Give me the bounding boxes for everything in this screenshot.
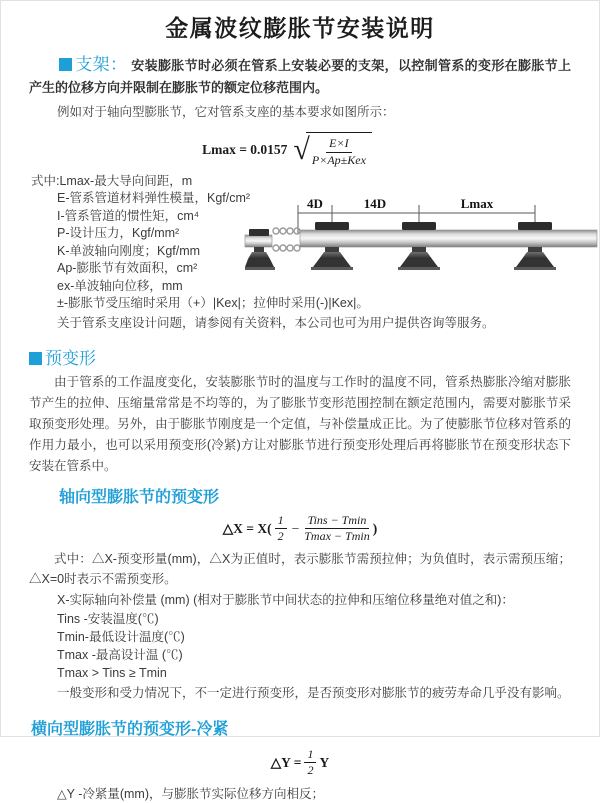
x-definition-line: X-实际轴向补偿量 (mm) (相对于膨胀节中间状态的拉伸和压缩位移量绝对值之和)： bbox=[57, 593, 514, 608]
minus-sign: − bbox=[291, 520, 300, 536]
lateral-preform-note: △Y -冷紧量(mm)，与膨胀节实际位移方向相反； bbox=[57, 787, 325, 802]
radical-body bbox=[306, 132, 372, 168]
definition-line: K-单波轴向刚度；Kgf/mm bbox=[57, 243, 201, 258]
page-title: 金属波纹膨胀节安装说明 bbox=[165, 15, 435, 41]
main-pipe bbox=[300, 230, 597, 247]
stub-pipe bbox=[245, 235, 272, 247]
formula-prefix: △Y = bbox=[270, 754, 302, 770]
formula-prefix: △X = X( bbox=[222, 520, 272, 536]
axial-formula-explanation: 式中：△X-预变形量(mm)，△X为正值时，表示膨胀节需预拉伸；为负值时，表示需预压缩；△X=0时表示不需预变形。 bbox=[29, 552, 571, 587]
formula-suffix: Y bbox=[319, 754, 330, 770]
definition-line: 式中:Lmax-最大导向间距，m bbox=[31, 173, 193, 188]
lateral-preform-subtitle: 横向型膨胀节的预变形-冷紧 bbox=[31, 720, 229, 738]
definition-line: P-设计压力，Kgf/mm² bbox=[57, 226, 180, 241]
lateral-preform-formula bbox=[271, 748, 329, 779]
half-fraction bbox=[304, 748, 316, 779]
fraction-numerator: Tins − Tmin bbox=[305, 514, 370, 530]
formula-suffix: ) bbox=[372, 520, 378, 536]
definition-line: Ap-膨胀节有效面积，cm² bbox=[57, 261, 198, 276]
fraction-denominator: P×Ap±Kex bbox=[311, 152, 366, 167]
lmax-fraction bbox=[312, 137, 366, 168]
fraction-numerator: 1 bbox=[304, 748, 316, 764]
pipe-support-diagram bbox=[245, 193, 597, 285]
support-intro-text: 安装膨胀节时必须在管系上安装必要的支架，以控制管系的变形在膨胀节上产生的位移方向并限制在膨胀节的额定位移范围内。 bbox=[29, 58, 571, 95]
lmax-formula bbox=[202, 132, 372, 168]
section-bullet-icon bbox=[29, 352, 42, 365]
support-section-intro bbox=[29, 54, 571, 99]
dim-label-lmax: Lmax bbox=[460, 196, 494, 211]
fraction-denominator: 2 bbox=[307, 763, 314, 778]
support-example-line: 例如对于轴向型膨胀节，它对管系支座的基本要求如图所示： bbox=[57, 105, 395, 119]
definition-line: ±-膨胀节受压缩时采用（+）|Kex|；拉伸时采用(-)|Kex|。 bbox=[57, 296, 369, 311]
preform-section-title: 预变形 bbox=[45, 348, 96, 368]
definition-line: E-管系管道材料弹性模量，Kgf/cm² bbox=[57, 191, 251, 206]
fraction-numerator: 1 bbox=[275, 514, 287, 530]
temperature-fraction bbox=[304, 514, 369, 545]
preform-section-header bbox=[29, 344, 571, 369]
temp-definition-line: Tins -安装温度(℃) bbox=[57, 612, 159, 627]
definition-line: I-管系管道的惯性矩，cm⁴ bbox=[57, 208, 200, 223]
half-fraction bbox=[275, 514, 287, 545]
preform-paragraph: 由于管系的工作温度变化，安装膨胀节时的温度与工作时的温度不同，管系热膨胀冷缩对膨胀节产生的拉伸、压缩量常常是不均等的，为了膨胀节变形范围控制在额定范围内，需要对膨胀节采取预变形处理。另外，由于膨胀节刚度是一个定值，与补偿量成正比。为了使膨胀节位移对管系的作用力最小，也可以采用预变形(冷紧)方让对膨胀节进行预变形处理后再将膨胀节在预变形状态下安装在管系中。 bbox=[29, 374, 571, 473]
radical-sign: √ bbox=[293, 132, 310, 166]
temp-relation-line: Tmax > Tins ≥ Tmin bbox=[57, 666, 167, 681]
dim-label-14d: 14D bbox=[363, 196, 387, 211]
axial-preform-subtitle: 轴向型膨胀节的预变形 bbox=[59, 488, 220, 506]
temp-definition-line: Tmin-最低设计温度(℃) bbox=[57, 630, 185, 645]
bellows-icon bbox=[273, 228, 300, 251]
section-bullet-icon bbox=[59, 58, 72, 71]
fraction-denominator: Tmax − Tmin bbox=[304, 529, 370, 544]
fraction-denominator: 2 bbox=[277, 529, 284, 544]
support-section-title: 支架： bbox=[75, 55, 128, 74]
support-consulting-note: 关于管系支座设计问题，请参阅有关资料，本公司也可为用户提供咨询等服务。 bbox=[57, 315, 495, 330]
definition-line: ex-单波轴向位移，mm bbox=[57, 278, 183, 293]
formula-lhs: Lmax = 0.0157 bbox=[202, 141, 288, 157]
fraction-numerator: E×I bbox=[326, 137, 351, 153]
temp-definition-line: Tmax -最高设计温 (℃) bbox=[57, 648, 183, 663]
axial-preform-note: 一般变形和受力情况下，不一定进行预变形，是否预变形对膨胀节的疲劳寿命几乎没有影响。 bbox=[57, 686, 570, 701]
axial-preform-formula bbox=[223, 514, 377, 545]
dim-label-4d: 4D bbox=[307, 196, 323, 211]
